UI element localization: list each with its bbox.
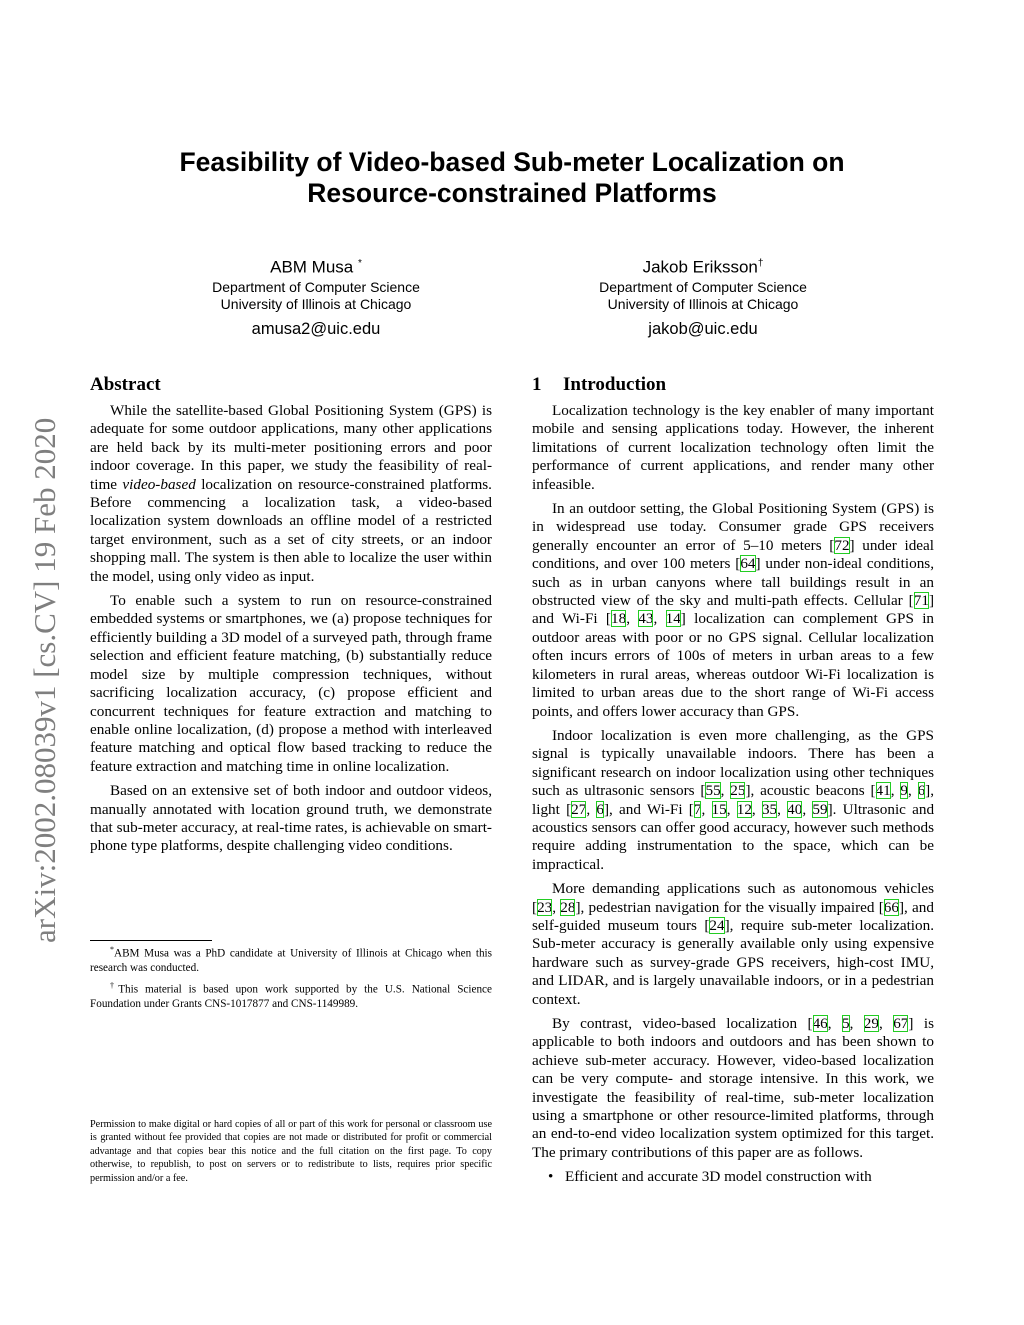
- citation-link[interactable]: 35: [761, 800, 778, 818]
- author-dept: Department of Computer Science: [212, 278, 420, 295]
- citation-link[interactable]: 25: [730, 782, 746, 800]
- author-mark: *: [357, 258, 362, 269]
- abstract-paragraph: Based on an extensive set of both indoor and outdoor videos, manually annotated with location ground truth, we demonstrate that sub-meter accuracy, at real-time rates, is achievable on smart-phone type platforms, despite challenging video conditions.: [90, 782, 492, 855]
- section-title: Introduction: [563, 374, 667, 395]
- citation-link[interactable]: 6: [596, 800, 604, 818]
- citation-link[interactable]: 14: [665, 610, 681, 628]
- citation-link[interactable]: 18: [611, 610, 627, 628]
- intro-paragraph: In an outdoor setting, the Global Positioning System (GPS) is in widespread use today. Consumer grade GPS receivers generally encounter an error of 5–10 meters [72] under ideal conditions, and over 100 meters [64] under non-ideal conditions, such as in urban canyons where tall buildings result in an obstructed view of the sky and multi-path effects. Cellular [71] and Wi-Fi [18, 43, 14] localization can complement GPS in outdoor areas with poor or no GPS signal. Cellular localization often incurs errors of 100s of meters in urban areas to a few kilometers in rural areas, whereas outdoor Wi-Fi localization is limited to urban areas due to the short range of Wi-Fi access points, and offers lower accuracy than GPS.: [532, 500, 935, 720]
- citation-link[interactable]: 59: [812, 800, 828, 818]
- citation-link[interactable]: 40: [787, 800, 803, 818]
- author-univ: University of Illinois at Chicago: [607, 295, 799, 312]
- emphasis: video-based: [122, 475, 196, 493]
- citation-link[interactable]: 28: [560, 898, 576, 916]
- arxiv-identifier: arXiv:2002.08039v1 [cs.CV] 19 Feb 2020: [27, 417, 62, 943]
- citation-link[interactable]: 55: [705, 782, 721, 800]
- footnote-1: *ABM Musa was a PhD candidate at University of Illinois at Chicago when this research was conducted.: [90, 945, 492, 975]
- abstract-paragraph: While the satellite-based Global Positioning System (GPS) is adequate for some outdoor applications, many other applications are held back by its multi-meter positioning errors and poor indoor coverage. In this paper, we study the feasibility of real-time video-based localization on resource-constrained platforms. Before commencing a localization task, a video-based localization system downloads an offline model of a restricted target environment, such as a set of city streets, or an indoor shopping mall. The system is then able to localize the user within the model, using only video as input.: [90, 402, 492, 585]
- citation-link[interactable]: 15: [711, 800, 727, 818]
- abstract-paragraph: To enable such a system to run on resource-constrained embedded systems or smartphones, we (a) propose techniques for efficiently building a 3D model of a surveyed path, through frame selection and efficient feature matching, (b) substantially reduce model size by multiple compression techniques, without sacrificing localization accuracy, (c) propose efficient and concurrent techniques for feature extraction and matching to enable online localization, (d) propose a method with interleaved feature matching and optical flow based tracking to reduce the feature extraction and matching time in online localization.: [90, 592, 492, 775]
- citation-link[interactable]: 71: [913, 592, 929, 610]
- citation-link[interactable]: 29: [863, 1015, 879, 1032]
- bullet-icon: •: [548, 1168, 554, 1186]
- citation-link[interactable]: 46: [812, 1015, 828, 1032]
- citation-link[interactable]: 6: [917, 782, 926, 800]
- author-email: amusa2@uic.edu: [251, 319, 381, 338]
- intro-paragraph: By contrast, video-based localization [46, 5, 29, 67] is applicable to both indoors and outdoors and has been shown to achieve sub-meter accuracy. However, video-based localization can be very compute- and storage intensive. In this work, we investigate the feasibility of real-time, sub-meter localization using a smartphone or other resource-limited platforms, through an end-to-end video localization system optimized for this target. The primary contributions of this paper are as follows.: [532, 1015, 934, 1161]
- citation-link[interactable]: 66: [883, 898, 899, 916]
- permission-notice: Permission to make digital or hard copies of all or part of this work for personal or classroom use is granted without fee provided that copies are not made or distributed for profit or commercial advantage and that copies bear this notice and the full citation on the first page. To copy otherwise, to republish, to post on servers or to redistribute to lists, requires prior specific permission and/or a fee.: [90, 1119, 492, 1184]
- citation-link[interactable]: 9: [900, 782, 908, 800]
- citation-link[interactable]: 27: [571, 800, 587, 818]
- citation-link[interactable]: 67: [893, 1015, 909, 1032]
- citation-link[interactable]: 24: [709, 916, 725, 934]
- footnote-rule: [90, 940, 212, 941]
- author-name: Jakob Eriksson: [642, 257, 758, 277]
- abstract-column: [90, 374, 492, 862]
- author-name: ABM Musa: [270, 257, 354, 277]
- intro-paragraph: Indoor localization is even more challenging, as the GPS signal is typically unavailable indoors. There has been a significant research on indoor localization using other techniques such as ultrasonic sensors [55, 25], acoustic beacons [41, 9, 6], light [27, 6], and Wi-Fi [7, 15, 12, 35, 40, 59]. Ultrasonic and acoustics sensors can offer good accuracy, however such methods require adding instrumentation to the space, which can be impractical.: [532, 726, 935, 873]
- abstract-heading: Abstract: [90, 374, 161, 395]
- author-email: jakob@uic.edu: [648, 319, 758, 338]
- section-number: 1: [532, 374, 542, 395]
- footnote-2: †This material is based upon work supported by the U.S. National Science Foundation under Grants CNS-1017877 and CNS-1149989.: [90, 980, 492, 1011]
- author-block-1: [151, 253, 481, 340]
- author-block-2: [538, 253, 868, 340]
- paper-title: [0, 147, 1024, 209]
- section-heading: [532, 374, 934, 396]
- list-item: • Efficient and accurate 3D model construction with: [548, 1168, 872, 1186]
- author-dept: Department of Computer Science: [599, 278, 807, 295]
- citation-link[interactable]: 5: [841, 1015, 850, 1032]
- title-line-1: Feasibility of Video-based Sub-meter Localization on: [179, 147, 845, 177]
- author-univ: University of Illinois at Chicago: [220, 295, 412, 312]
- footnotes: [90, 940, 492, 1015]
- contribution-list: [532, 1168, 934, 1186]
- intro-paragraph: Localization technology is the key enabler of many important mobile and sensing applications today. However, the inherent limitations of current localization technology often limit the performance of current applications, and render many other infeasible.: [532, 402, 934, 493]
- citation-link[interactable]: 43: [638, 610, 654, 628]
- citation-link[interactable]: 41: [875, 782, 891, 800]
- intro-paragraph: More demanding applications such as autonomous vehicles [23, 28], pedestrian navigation for the visually impaired [66], and self-guided museum tours [24], require sub-meter localization. Sub-meter accuracy is generally available only using expensive hardware such as survey-grade GPS receivers, high-cost IMU, and LIDAR, and is largely unavailable indoors, or in a pedestrian context.: [532, 880, 934, 1008]
- author-mark: †: [757, 258, 764, 269]
- citation-link[interactable]: 7: [693, 800, 702, 818]
- citation-link[interactable]: 23: [537, 898, 553, 916]
- citation-link[interactable]: 72: [834, 536, 850, 554]
- citation-link[interactable]: 64: [740, 555, 756, 573]
- title-line-2: Resource-constrained Platforms: [307, 178, 717, 208]
- citation-link[interactable]: 12: [736, 800, 752, 818]
- introduction-column: [532, 374, 934, 1187]
